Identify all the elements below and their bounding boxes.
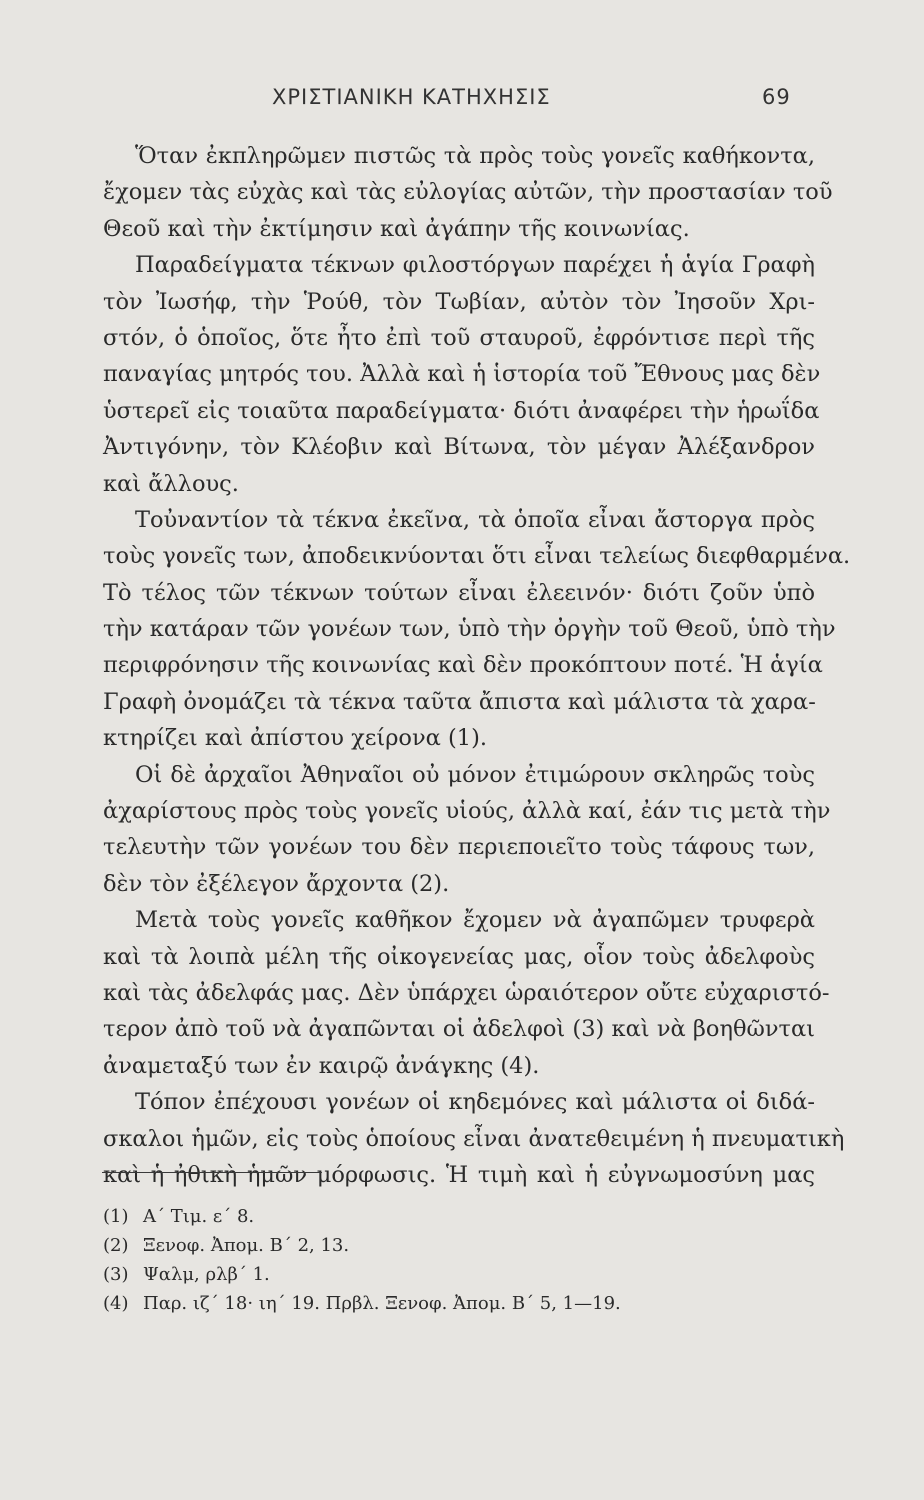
text-line: Γραφὴ ὀνομάζει τὰ τέκνα ταῦτα ἄπιστα καὶ μάλιστα τὰ χαρα-	[103, 688, 816, 715]
footnote	[103, 1231, 803, 1260]
footnote	[103, 1202, 803, 1231]
text-line: Παραδείγματα τέκνων φιλοστόργων παρέχει ἡ ἁγία Γραφὴ	[135, 252, 815, 279]
text-line: τελευτὴν τῶν γονέων του δὲν περιεποιεῖτο τοὺς τάφους των,	[103, 834, 815, 861]
text-line: Μετὰ τοὺς γονεῖς καθῆκον ἔχομεν νὰ ἀγαπῶμεν τρυφερὰ	[135, 907, 815, 934]
text-line: δὲν τὸν ἐξέλεγον ἄρχοντα (2).	[103, 870, 450, 897]
footnote-text: Ψαλμ, ρλβ΄ 1.	[143, 1264, 270, 1285]
text-line: Τὸ τέλος τῶν τέκνων τούτων εἶναι ἐλεεινόν· διότι ζοῦν ὑπὸ	[103, 579, 815, 606]
text-line: ἀναμεταξύ των ἐν καιρῷ ἀνάγκης (4).	[103, 1052, 540, 1079]
footnote-mark: (3)	[103, 1264, 129, 1285]
footnotes	[103, 1202, 803, 1318]
text-line: ἔχομεν τὰς εὐχὰς καὶ τὰς εὐλογίας αὐτῶν, τὴν προστασίαν τοῦ	[103, 179, 833, 206]
footnote-mark: (2)	[103, 1235, 129, 1256]
text-line: Τόπον ἐπέχουσι γονέων οἱ κηδεμόνες καὶ μάλιστα οἱ διδά-	[135, 1089, 815, 1116]
text-line: παναγίας μητρός του. Ἀλλὰ καὶ ἡ ἱστορία τοῦ Ἔθνους μας δὲν	[103, 361, 821, 388]
footnote-text: Παρ. ιζ΄ 18· ιη΄ 19. Πρβλ. Ξενοφ. Ἀπομ. Β΄ 5, 1—19.	[143, 1293, 621, 1314]
text-line: καὶ ἄλλους.	[103, 470, 239, 497]
text-line: στόν, ὁ ὁποῖος, ὅτε ἦτο ἐπὶ τοῦ σταυροῦ, ἐφρόντισε περὶ τῆς	[103, 324, 815, 351]
text-line: τὴν κατάραν τῶν γονέων των, ὑπὸ τὴν ὀργὴν τοῦ Θεοῦ, ὑπὸ τὴν	[103, 616, 836, 643]
text-line: ὑστερεῖ εἰς τοιαῦτα παραδείγματα· διότι ἀναφέρει τὴν ἡρωΐδα	[103, 397, 820, 424]
page-number: 69	[762, 85, 791, 109]
text-line: καὶ ἡ ἠθικὴ ἡμῶν μόρφωσις. Ἡ τιμὴ καὶ ἡ εὐγνωμοσύνη μας	[103, 1161, 815, 1188]
text-line: καὶ τὰ λοιπὰ μέλη τῆς οἰκογενείας μας, οἷον τοὺς ἀδελφοὺς	[103, 943, 815, 970]
text-line: καὶ τὰς ἀδελφάς μας. Δὲν ὑπάρχει ὡραιότερον οὔτε εὐχαριστό-	[103, 979, 830, 1006]
text-line: Θεοῦ καὶ τὴν ἐκτίμησιν καὶ ἀγάπην τῆς κοινωνίας.	[103, 215, 690, 242]
body-text	[103, 138, 851, 1193]
running-header	[0, 85, 924, 117]
text-line: ἀχαρίστους πρὸς τοὺς γονεῖς υἱούς, ἀλλὰ καί, ἐάν τις μετὰ τὴν	[103, 798, 831, 825]
footnote-mark: (1)	[103, 1206, 129, 1227]
footnote-text: Ξενοφ. Ἀπομ. Β΄ 2, 13.	[143, 1235, 350, 1256]
text-line: Ἀντιγόνην, τὸν Κλέοβιν καὶ Βίτωνα, τὸν μέγαν Ἀλέξανδρον	[103, 434, 815, 461]
footnote	[103, 1260, 803, 1289]
running-title: ΧΡΙΣΤΙΑΝΙΚΗ ΚΑΤΗΧΗΣΙΣ	[272, 85, 551, 109]
text-line: τὸν Ἰωσήφ, τὴν Ῥούθ, τὸν Τωβίαν, αὐτὸν τὸν Ἰησοῦν Χρι-	[103, 288, 815, 315]
footnote-text: Α΄ Τιμ. ε΄ 8.	[143, 1206, 255, 1227]
text-line: σκαλοι ἡμῶν, εἰς τοὺς ὁποίους εἶναι ἀνατεθειμένη ἡ πνευματικὴ	[103, 1125, 845, 1152]
text-line: Τοὐναντίον τὰ τέκνα ἐκεῖνα, τὰ ὁποῖα εἶναι ἄστοργα πρὸς	[135, 506, 815, 533]
text-line: περιφρόνησιν τῆς κοινωνίας καὶ δὲν προκόπτουν ποτέ. Ἡ ἁγία	[103, 652, 823, 679]
footnote-divider	[102, 1172, 322, 1173]
text-line: τερον ἀπὸ τοῦ νὰ ἀγαπῶνται οἱ ἀδελφοὶ (3) καὶ νὰ βοηθῶνται	[103, 1016, 815, 1043]
footnote-mark: (4)	[103, 1293, 129, 1314]
text-line: Οἱ δὲ ἀρχαῖοι Ἀθηναῖοι οὐ μόνον ἐτιμώρουν σκληρῶς τοὺς	[135, 761, 815, 788]
text-line: κτηρίζει καὶ ἀπίστου χείρονα (1).	[103, 725, 488, 752]
text-line: Ὅταν ἐκπληρῶμεν πιστῶς τὰ πρὸς τοὺς γονεῖς καθήκοντα,	[135, 143, 815, 169]
text-line: τοὺς γονεῖς των, ἀποδεικνύονται ὅτι εἶναι τελείως διεφθαρμένα.	[103, 543, 851, 570]
footnote	[103, 1289, 803, 1318]
